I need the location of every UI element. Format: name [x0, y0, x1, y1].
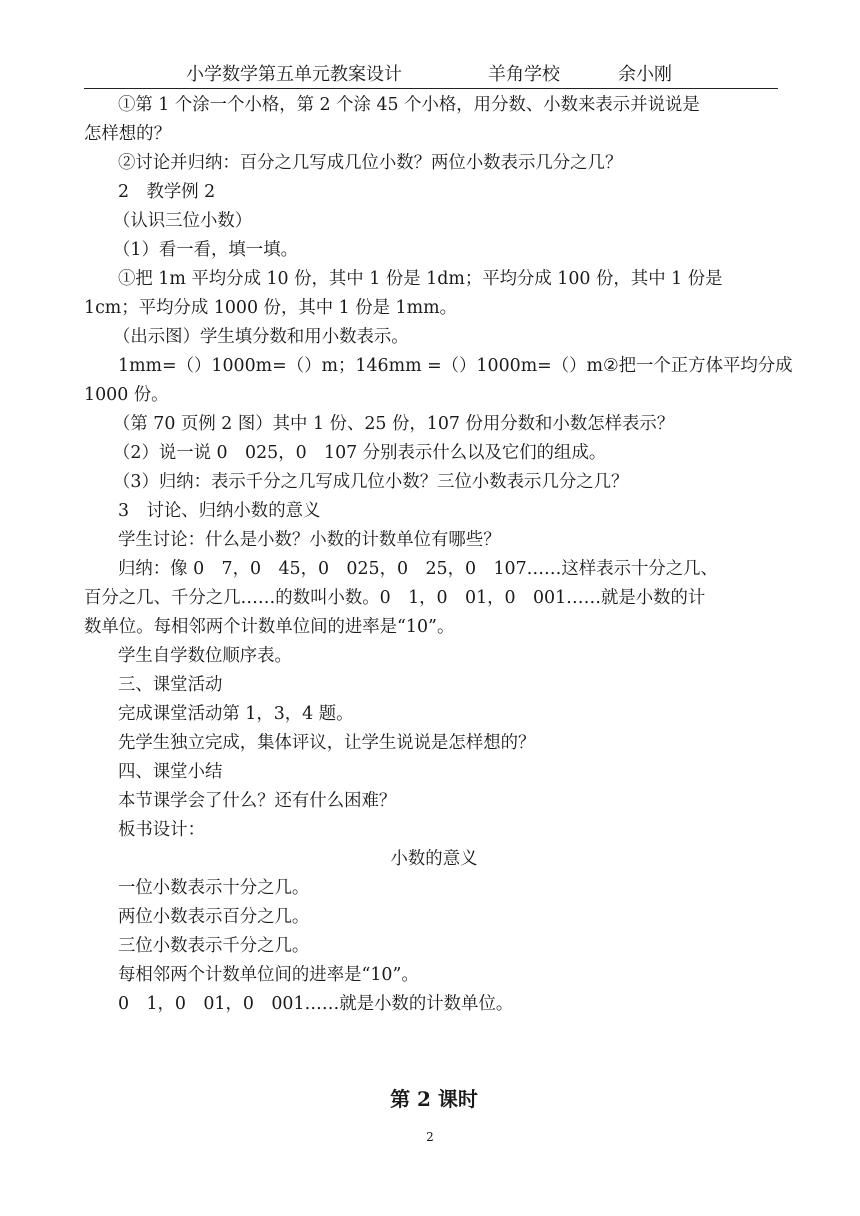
text-line: 归纳：像 0 7，0 45，0 025，0 25，0 107……这样表示十分之几、 — [118, 559, 718, 579]
text-line: 学生自学数位顺序表。 — [118, 646, 292, 666]
text-line: 1000 份。 — [84, 385, 169, 405]
text-line: 1mm=（）1000m=（）m；146mm =（）1000m=（）m②把一个正方体平均分成 — [118, 356, 793, 376]
text-line: （第 70 页例 2 图）其中 1 份、25 份，107 份用分数和小数怎样表示？ — [113, 414, 675, 434]
board-line: 两位小数表示百分之几。 — [118, 907, 310, 927]
text-line: ①把 1m 平均分成 10 份，其中 1 份是 1dm；平均分成 100 份，其中 1 份是 — [118, 269, 723, 289]
section-heading: 四、课堂小结 — [118, 762, 223, 782]
spacer — [84, 1019, 784, 1077]
section-heading: 2 教学例 2 — [118, 182, 216, 202]
text-line: 学生讨论：什么是小数？小数的计数单位有哪些？ — [118, 530, 501, 550]
text-line: （1）看一看，填一填。 — [113, 240, 298, 260]
text-line: （3）归纳：表示千分之几写成几位小数？三位小数表示几分之几？ — [113, 472, 629, 492]
text-line: 1cm；平均分成 1000 份，其中 1 份是 1mm。 — [84, 298, 457, 318]
header-title: 小学数学第五单元教案设计 — [186, 64, 402, 85]
board-line: 每相邻两个计数单位间的进率是“10”。 — [118, 965, 419, 985]
text-line: （出示图）学生填分数和用小数表示。 — [113, 327, 409, 347]
board-line: 0 1，0 01，0 001……就是小数的计数单位。 — [118, 994, 514, 1014]
text-line: ①第 1 个涂一个小格，第 2 个涂 45 个小格，用分数、小数来表示并说说是 — [118, 95, 700, 115]
page-header — [84, 62, 778, 89]
page-number: 2 — [426, 1130, 434, 1144]
text-line: 百分之几、千分之几……的数叫小数。0 1，0 01，0 001……就是小数的计 — [84, 588, 706, 608]
text-line: ②讨论并归纳：百分之几写成几位小数？两位小数表示几分之几？ — [118, 153, 623, 173]
text-line: 先学生独立完成，集体评议，让学生说说是怎样想的？ — [118, 733, 536, 753]
document-body — [84, 91, 793, 1113]
board-line: 一位小数表示十分之几。 — [118, 878, 310, 898]
text-line: （认识三位小数） — [113, 211, 253, 231]
text-line: 怎样想的？ — [84, 124, 171, 144]
header-school: 羊角学校 — [488, 64, 560, 85]
text-line: 数单位。每相邻两个计数单位间的进率是“10”。 — [84, 617, 455, 637]
text-line: 完成课堂活动第 1，3，4 题。 — [118, 704, 354, 724]
header-author: 余小刚 — [618, 64, 672, 85]
board-line: 三位小数表示千分之几。 — [118, 936, 310, 956]
section-heading: 3 讨论、归纳小数的意义 — [118, 501, 321, 521]
text-line: （2）说一说 0 025，0 107 分别表示什么以及它们的组成。 — [113, 443, 607, 463]
text-line: 板书设计： — [118, 820, 205, 840]
text-line: 本节课学会了什么？还有什么困难？ — [118, 791, 397, 811]
lesson-heading: 第 2 课时 — [390, 1087, 478, 1111]
board-title: 小数的意义 — [390, 849, 478, 869]
section-heading: 三、课堂活动 — [118, 675, 223, 695]
